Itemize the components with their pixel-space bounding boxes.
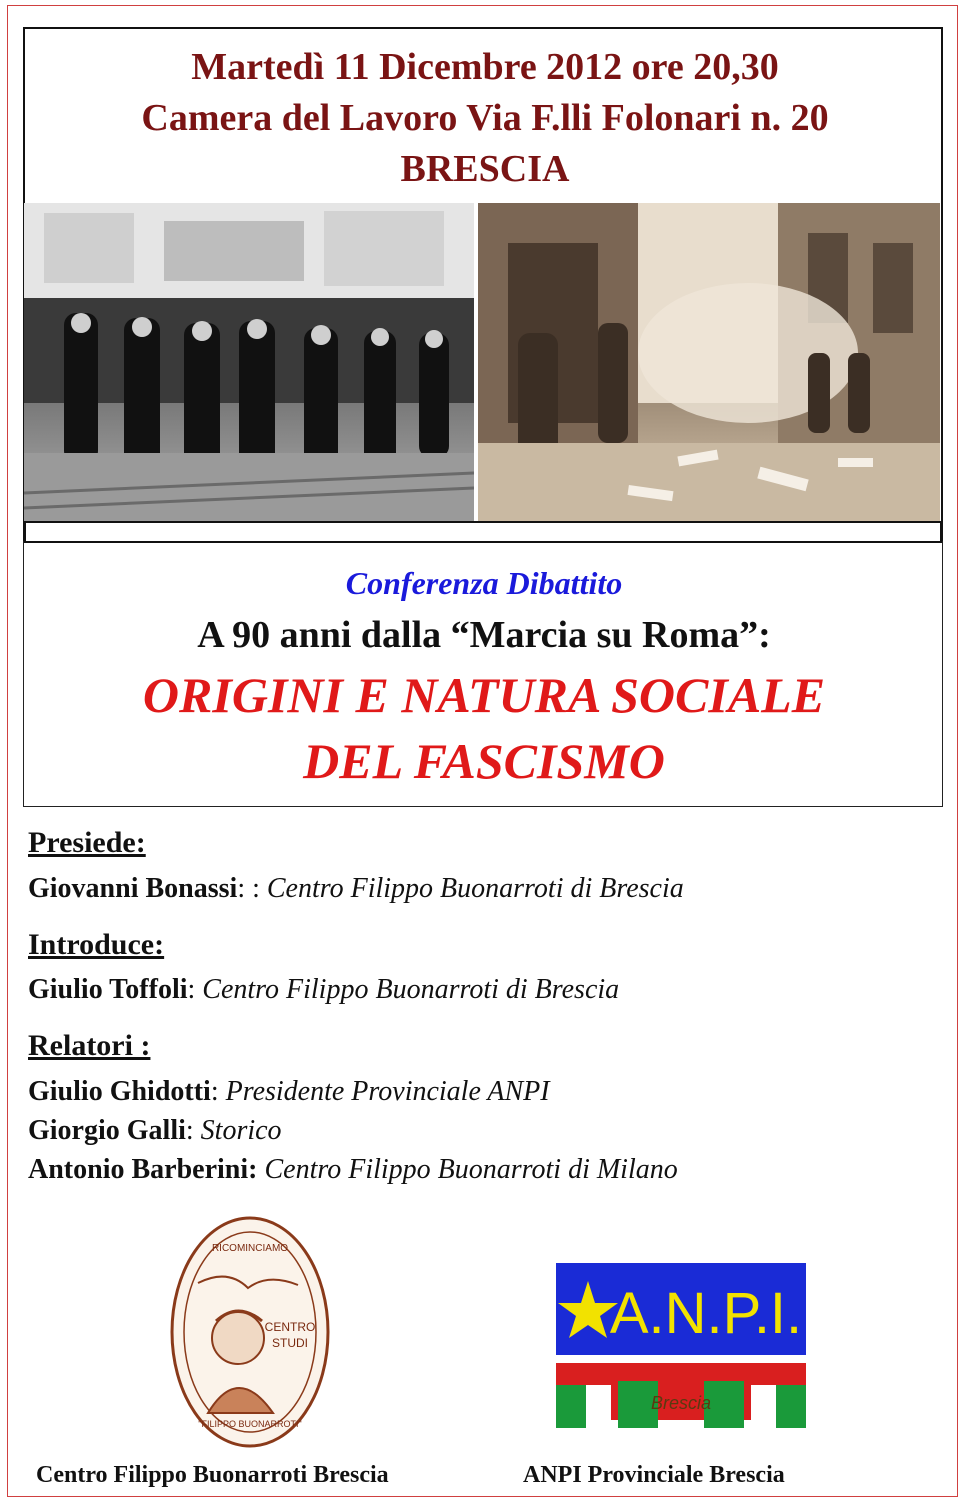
event-date: Martedì 11 Dicembre 2012 ore 20,30 xyxy=(191,46,779,88)
relatore-role: Storico xyxy=(200,1115,282,1146)
relatore-item xyxy=(28,1076,550,1108)
conference-title-line2: DEL FASCISMO xyxy=(303,733,665,789)
footer-left-caption: Centro Filippo Buonarroti Brescia xyxy=(36,1462,389,1488)
relatore-item xyxy=(28,1115,282,1147)
relatore-role: Presidente Provinciale ANPI xyxy=(225,1076,550,1107)
event-city: BRESCIA xyxy=(400,148,570,190)
relatore-name: Giorgio Galli xyxy=(28,1115,186,1146)
conference-title-line1: ORIGINI E NATURA SOCIALE xyxy=(142,667,826,723)
relatore-sep: : xyxy=(185,1115,201,1146)
relatore-name: Giulio Ghidotti xyxy=(28,1076,211,1107)
anpi-text: A.N.P.I. xyxy=(609,1281,803,1346)
presiede-name: Giovanni Bonassi xyxy=(28,873,238,904)
relatore-name: Antonio Barberini: xyxy=(28,1154,258,1185)
march-photo xyxy=(24,203,474,521)
relatore-item xyxy=(28,1154,678,1186)
footer-right-caption: ANPI Provinciale Brescia xyxy=(523,1462,785,1488)
conference-label: Conferenza Dibattito xyxy=(345,565,623,601)
introduce-heading: Introduce: xyxy=(28,928,165,961)
centro-buonarroti-logo xyxy=(168,1213,333,1451)
street-violence-photo xyxy=(478,203,940,521)
seal-top-text: RICOMINCIAMO xyxy=(211,1243,289,1254)
event-venue: Camera del Lavoro Via F.lli Folonari n. 20 xyxy=(141,97,829,139)
relatore-sep: : xyxy=(210,1076,226,1107)
introduce-role: Centro Filippo Buonarroti di Brescia xyxy=(202,974,620,1005)
relatore-role: Centro Filippo Buonarroti di Milano xyxy=(264,1154,678,1185)
introduce-entry xyxy=(28,974,619,1006)
anpi-logo xyxy=(556,1263,806,1428)
presiede-role: Centro Filippo Buonarroti di Brescia xyxy=(266,873,684,904)
seal-centro-text: CENTRO xyxy=(264,1320,316,1334)
seal-studi-text: STUDI xyxy=(272,1336,308,1350)
header-box-bottom xyxy=(24,521,942,541)
presiede-sep: : : xyxy=(237,873,267,904)
introduce-sep: : xyxy=(187,974,203,1005)
relatori-heading: Relatori : xyxy=(28,1029,151,1062)
title-box xyxy=(23,541,943,807)
presiede-entry xyxy=(28,873,684,905)
conference-headline: A 90 anni dalla “Marcia su Roma”: xyxy=(197,614,771,656)
presiede-heading: Presiede: xyxy=(28,826,146,859)
introduce-name: Giulio Toffoli xyxy=(28,974,188,1005)
anpi-brescia-text: Brescia xyxy=(650,1393,712,1413)
seal-bottom-text: "FILIPPO BUONARROTI" xyxy=(198,1419,302,1429)
